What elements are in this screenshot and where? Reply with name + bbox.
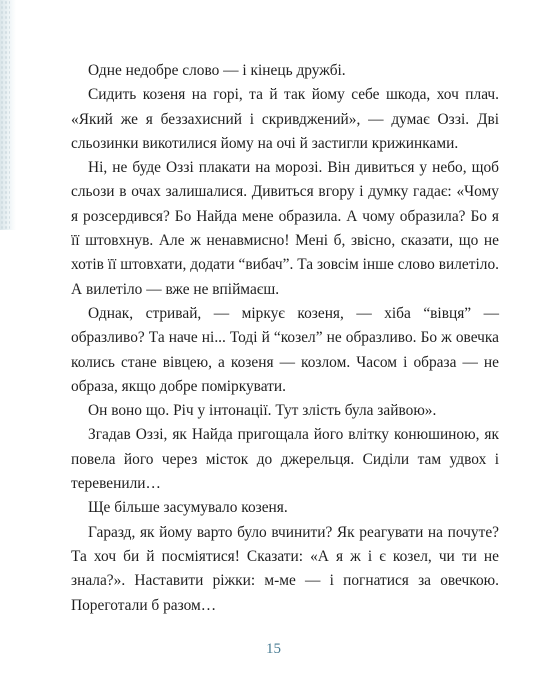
- paragraph-4: Однак, стривай, — міркує козеня, — хіба “вівця” — образливо? Та наче ні... Тоді й “козел” не образливо. Бо ж овечка колись стане вівцею, а козеня — козлом. Часом і образа — не образа, якщо добре поміркувати.: [71, 304, 499, 395]
- paragraph-3: Ні, не буде Оззі плакати на морозі. Він дивиться у небо, щоб сльози в очах залишалися. Дивиться вгору і думку гадає: «Чому я розсердився? Бо Найда мене образила. А чому образила? Бо я її штовхнув. Але ж ненавмисно! Мені б, звісно, сказати, що не хотів її штовхати, додати “вибач”. Та зовсім інше слово вилетіло. А вилетіло — вже не впіймаєш.: [71, 159, 499, 298]
- paragraph-7: Ще більше засумувало козеня.: [88, 499, 288, 517]
- paragraph-2: Сидить козеня на горі, та й так йому себе шкода, хоч плач. «Який же я беззахисний і скривджений», — думає Оззі. Дві сльозинки викотилися йому на очі й застигли крижинками.: [71, 86, 499, 152]
- page-number: 15: [266, 641, 281, 657]
- paragraph-5: Он воно що. Річ у інтонації. Тут злість була зайвою».: [88, 402, 437, 420]
- page-edge-decoration: [0, 0, 16, 230]
- paragraph-1: Одне недобре слово — і кінець дружбі.: [88, 62, 346, 79]
- body-text: [71, 59, 499, 618]
- paragraph-6: Згадав Оззі, як Найда пригощала його влітку конюшиною, як повела його через місток до джерельця. Сиділи там удвох і теревенили…: [71, 426, 499, 493]
- paragraph-8: Гаразд, як йому варто було вчинити? Як реагувати на почуте? Та хоч би й посміятися! Сказати: «А я ж і є козел, чи ти не знала?». Наставити ріжки: м-ме — і погнатися за овечкою. Пореготали б разом…: [71, 523, 499, 614]
